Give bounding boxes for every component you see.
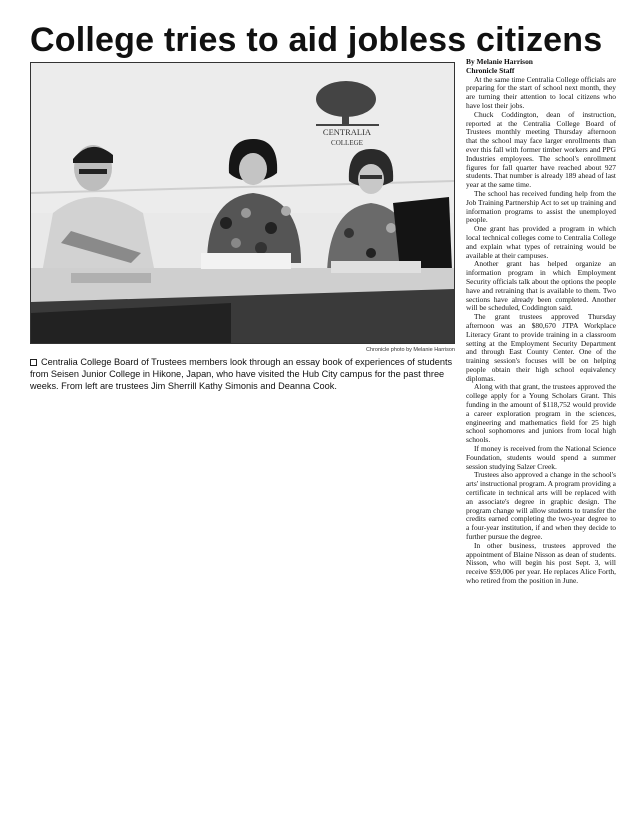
photo-caption — [30, 356, 455, 392]
photo-credit: Chronicle photo by Melanie Harrison — [366, 347, 455, 353]
article-body — [466, 58, 616, 586]
article-paragraph: The school has received funding help from the Job Training Partnership Act to set up training and information programs to assist the unemployed people. — [466, 188, 616, 225]
article-paragraph: Along with that grant, the trustees approved the college apply for a Young Scholars Grant. This funding in the amount of $118,752 would provide a career exploration program in the sciences, engineering and mathematics field for 25 high school sophomores and juniors from local high schools. — [466, 382, 616, 445]
svg-text:COLLEGE: COLLEGE — [331, 139, 363, 147]
byline-org: Chronicle Staff — [466, 65, 515, 75]
article-paragraph: At the same time Centralia College officials are preparing for the start of school next month, they are turning their attention to local citizens who have lost their jobs. — [466, 74, 616, 110]
article-paragraph: Another grant has helped organize an information program in which Employment Security officials talk about the options the people have and retraining that is available to them. Two sections have already been completed. Another will be scheduled, Coddington said. — [466, 259, 616, 313]
article-paragraph: Trustees also approved a change in the school's arts' instructional program. A program providing a certificate in technical arts will be replaced with an associate's degree in graphic design. The program change will allow students to transfer the credits earned completing the two-year degree to a four-year institution, if and when they decide to further pursue the degree. — [466, 470, 616, 542]
article-paragraph: The grant trustees approved Thursday afternoon was an $80,670 JTPA Workplace Literacy Grant to provide training in a classroom setting at the Employment Security Department and through East County Center. One of the training session's focuses will be on helping people obtain their high school equivalency diplomas. — [466, 312, 616, 383]
article-paragraph: One grant has provided a program in which local technical colleges come to Centralia College and explain what types of retraining would be available at their campuses. — [466, 224, 616, 260]
headline: College tries to aid jobless citizens — [30, 21, 603, 59]
svg-text:CENTRALIA: CENTRALIA — [322, 127, 372, 137]
byline-author: By Melanie Harrison — [466, 57, 533, 66]
article-paragraph: Chuck Coddington, dean of instruction, reported at the Centralia College Board of Trustees monthly meeting Thursday afternoon that the school may face larger enrollments than ever this fall with former timber workers and PPG Industries employees. The school's enrollment figures for fall quarter have reached about 927 students. That number is already 189 ahead of last year at the same time. — [466, 109, 616, 190]
article-paragraph: If money is received from the National Science Foundation, students would spend a summer session studying Salzer Creek. — [466, 444, 616, 471]
article-paragraph: In other business, trustees approved the appointment of Blaine Nisson as dean of students. Nisson, who will begin his post Sept. 3, will receive $59,006 per year. He replaces Alice Forth, who retired from the position in June. — [466, 540, 616, 586]
caption-box-icon — [30, 359, 37, 366]
news-photo — [30, 62, 455, 344]
caption-text: Centralia College Board of Trustees members look through an essay book of experiences of students from Seisen Junior College in Hikone, Japan, who have visited the Hub City campus for the past three weeks. From left are trustees Jim Sherrill Kathy Simonis and Deanna Cook. — [30, 357, 453, 391]
photo-illustration — [31, 63, 455, 344]
